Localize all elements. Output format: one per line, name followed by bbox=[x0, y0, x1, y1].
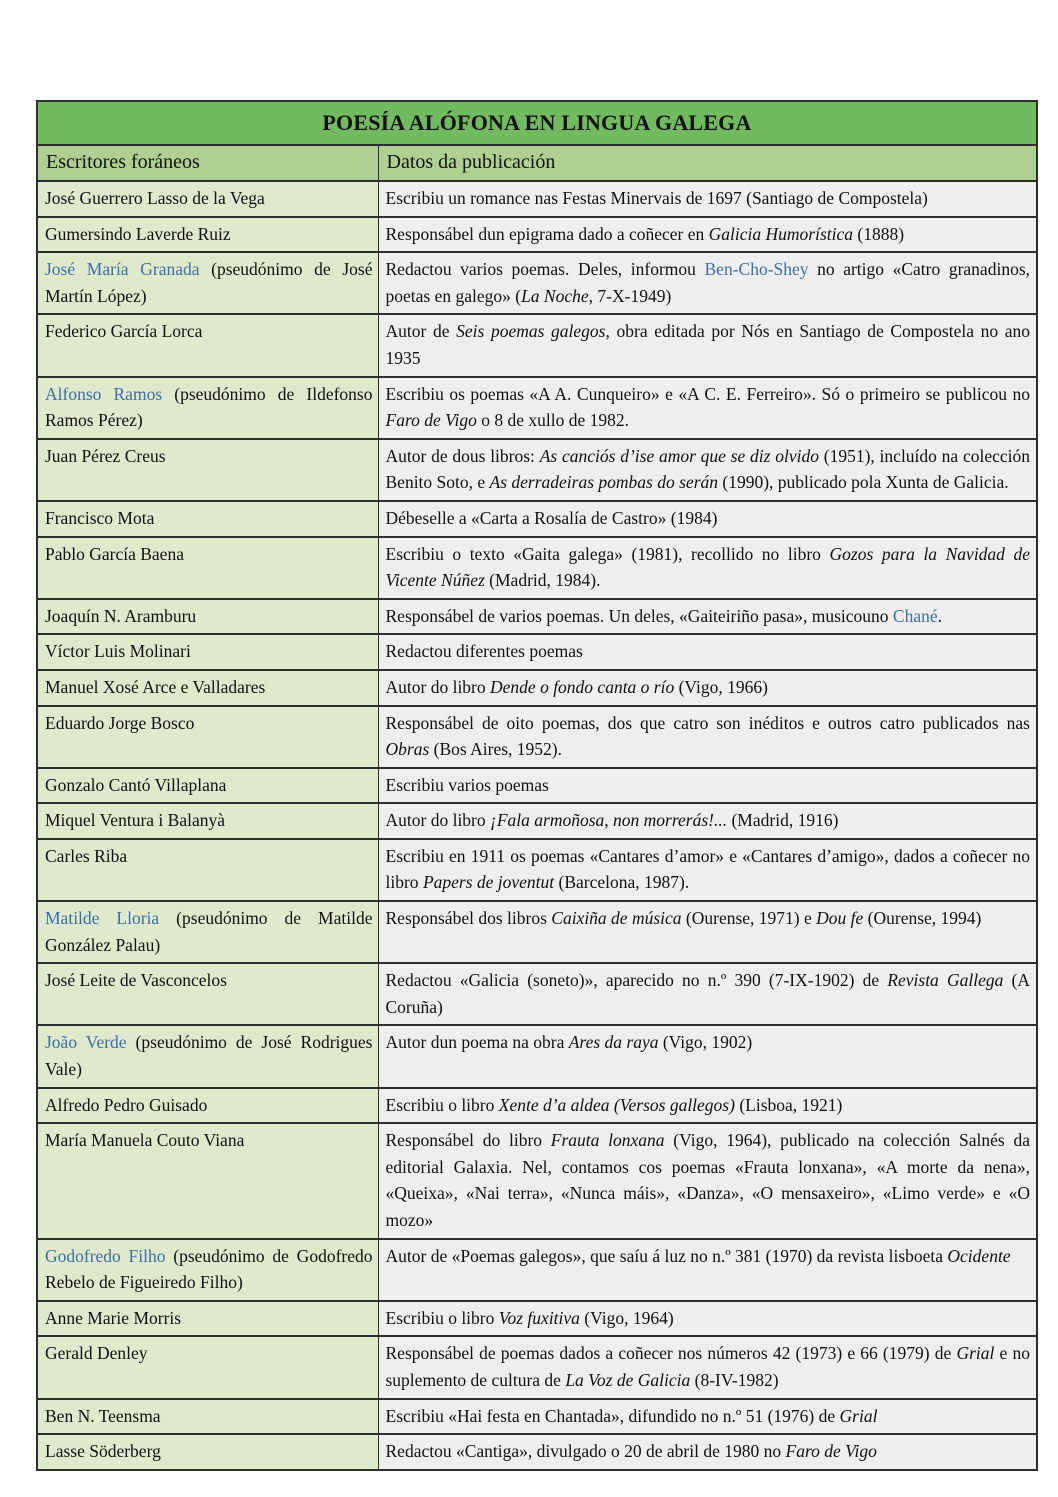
writer-cell bbox=[37, 901, 378, 963]
text-segment: Redactou «Galicia (soneto)», aparecido no n.º 390 (7-IX-1902) de bbox=[385, 970, 888, 991]
work-title: As canciós d’ise amor que se diz olvido bbox=[539, 445, 819, 466]
text-segment: Responsábel de varios poemas. Un deles, «Gaiteiriño pasa», musicouno bbox=[385, 605, 893, 626]
text-segment: , 7-X-1949) bbox=[588, 285, 672, 306]
text-segment: Lasse Söderberg bbox=[45, 1441, 161, 1462]
header-row bbox=[37, 145, 1037, 181]
table-row bbox=[37, 634, 1037, 670]
text-segment: (Ourense, 1971) e bbox=[681, 908, 817, 929]
publication-cell bbox=[378, 706, 1037, 768]
publication-cell bbox=[378, 181, 1037, 217]
table-row bbox=[37, 1434, 1037, 1470]
publication-cell bbox=[378, 768, 1037, 804]
writer-cell bbox=[37, 1239, 378, 1301]
publication-cell bbox=[378, 1301, 1037, 1337]
writer-cell bbox=[37, 706, 378, 768]
table-row bbox=[37, 768, 1037, 804]
column-header-writers: Escritores foráneos bbox=[37, 145, 378, 181]
writer-cell bbox=[37, 252, 378, 314]
text-segment: Escribiu un romance nas Festas Minervais de 1697 (Santiago de Compostela) bbox=[385, 188, 928, 208]
text-segment: María Manuela Couto Viana bbox=[45, 1130, 245, 1151]
text-segment: Gumersindo Laverde Ruiz bbox=[45, 223, 231, 244]
publication-cell bbox=[378, 670, 1037, 706]
text-segment: Responsábel dos libros bbox=[385, 908, 552, 929]
work-title: ¡Fala armoñosa, non morrerás!... bbox=[490, 810, 728, 831]
text-segment: Responsábel de oito poemas, dos que catro son inéditos e outros catro publicados nas bbox=[385, 712, 1030, 733]
work-title: Dende o fondo canta o río bbox=[490, 676, 675, 697]
writer-link[interactable]: Matilde Lloria bbox=[45, 908, 160, 929]
table-row bbox=[37, 670, 1037, 706]
text-segment: (pseudónimo de Godofredo Rebelo de Figueiredo Filho) bbox=[45, 1245, 373, 1293]
table-row bbox=[37, 1336, 1037, 1398]
work-title: Xente d’a aldea (Versos gallegos) bbox=[498, 1094, 735, 1115]
work-title: Dou fe bbox=[816, 908, 864, 929]
text-segment: Ben N. Teensma bbox=[45, 1405, 161, 1426]
text-segment: (Madrid, 1984). bbox=[484, 570, 601, 591]
writer-cell bbox=[37, 377, 378, 439]
text-segment: Redactou diferentes poemas bbox=[385, 641, 583, 662]
publication-cell bbox=[378, 377, 1037, 439]
table-row bbox=[37, 1399, 1037, 1435]
publication-cell bbox=[378, 901, 1037, 963]
text-segment: Responsábel do libro bbox=[385, 1130, 551, 1151]
text-segment: Autor do libro bbox=[385, 676, 491, 697]
writer-cell bbox=[37, 1025, 378, 1087]
work-title: Ocidente bbox=[947, 1245, 1011, 1266]
table-row bbox=[37, 706, 1037, 768]
writer-link[interactable]: Godofredo Filho bbox=[45, 1245, 166, 1266]
text-segment: Autor de «Poemas galegos», que saíu á luz no n.º 381 (1970) da revista lisboeta bbox=[385, 1245, 948, 1266]
table-row bbox=[37, 901, 1037, 963]
work-title: Gozos para la Navidad de Vicente Núñez bbox=[385, 543, 1031, 591]
text-segment: e no suplemento de cultura de bbox=[385, 1343, 1030, 1390]
table-row bbox=[37, 1088, 1037, 1124]
work-title: Seis poemas galegos bbox=[456, 321, 606, 342]
title-row bbox=[37, 101, 1037, 145]
writer-link[interactable]: Ben-Cho-Shey bbox=[704, 259, 809, 280]
work-title: Frauta lonxana bbox=[550, 1130, 665, 1151]
text-segment: (A Coruña) bbox=[385, 970, 1031, 1017]
writer-cell bbox=[37, 670, 378, 706]
text-segment: (Vigo, 1964), publicado na colección Salnés da editorial Galaxia. Nel, contamos cos poemas «Frauta lonxana», «A morte da nena», «Queixa», «Nai terra», «Nunca máis», «Danza», «O mensaxeiro», «Limo verde» e «O mozo» bbox=[385, 1130, 1030, 1230]
writer-link[interactable]: José María Granada bbox=[45, 259, 200, 280]
table-row bbox=[37, 803, 1037, 839]
text-segment: (1888) bbox=[853, 223, 905, 244]
text-segment: (Lisboa, 1921) bbox=[734, 1094, 843, 1115]
work-title: As derradeiras pombas do serán bbox=[489, 472, 719, 493]
text-segment: Escribiu o libro bbox=[385, 1307, 499, 1328]
text-segment: Débeselle a «Carta a Rosalía de Castro» (1984) bbox=[385, 507, 718, 528]
writer-cell bbox=[37, 634, 378, 670]
text-segment: José Leite de Vasconcelos bbox=[45, 970, 227, 991]
publication-cell bbox=[378, 217, 1037, 253]
publication-cell bbox=[378, 1088, 1037, 1124]
writer-cell bbox=[37, 314, 378, 376]
text-segment: Alfredo Pedro Guisado bbox=[45, 1094, 208, 1115]
text-segment: Escribiu o libro bbox=[385, 1094, 499, 1115]
work-title: Grial bbox=[956, 1343, 995, 1364]
writer-cell bbox=[37, 768, 378, 804]
text-segment: Gonzalo Cantó Villaplana bbox=[45, 774, 227, 795]
writer-cell bbox=[37, 1301, 378, 1337]
text-segment: (8-IV-1982) bbox=[690, 1369, 779, 1390]
text-segment: Federico García Lorca bbox=[45, 321, 203, 342]
table-row bbox=[37, 1025, 1037, 1087]
text-segment: (pseudónimo de Ildefonso Ramos Pérez) bbox=[45, 383, 373, 431]
work-title: Caixiña de música bbox=[551, 908, 682, 929]
text-segment: Carles Riba bbox=[45, 845, 128, 866]
table-row bbox=[37, 537, 1037, 599]
writer-cell bbox=[37, 1336, 378, 1398]
table-row bbox=[37, 439, 1037, 501]
writer-cell bbox=[37, 963, 378, 1025]
text-segment: Responsábel de poemas dados a coñecer nos números 42 (1973) e 66 (1979) de bbox=[385, 1343, 957, 1364]
text-segment: Redactou «Cantiga», divulgado o 20 de abril de 1980 no bbox=[385, 1441, 786, 1462]
publication-cell bbox=[378, 1239, 1037, 1301]
text-segment: Gerald Denley bbox=[45, 1343, 148, 1364]
table-row bbox=[37, 501, 1037, 537]
text-segment: Autor de bbox=[385, 321, 457, 342]
work-title: La Noche bbox=[521, 285, 589, 306]
work-title: Grial bbox=[839, 1405, 878, 1426]
writer-cell bbox=[37, 1088, 378, 1124]
work-title: Papers de joventut bbox=[422, 872, 555, 893]
text-segment: Escribiu en 1911 os poemas «Cantares d’amor» e «Cantares d’amigo», dados a coñecer no libro bbox=[385, 845, 1030, 893]
text-segment: Escribiu «Hai festa en Chantada», difundido no n.º 51 (1976) de bbox=[385, 1405, 840, 1426]
writer-cell bbox=[37, 439, 378, 501]
publication-cell bbox=[378, 501, 1037, 537]
text-segment: (1951), incluído na colección Benito Soto, e bbox=[385, 445, 1031, 493]
text-segment: no artigo «Catro granadinos, poetas en galego» ( bbox=[385, 259, 1031, 306]
text-segment: José Guerrero Lasso de la Vega bbox=[45, 188, 265, 208]
text-segment: Escribiu o texto «Gaita galega» (1981), recollido no libro bbox=[385, 543, 830, 564]
table-body bbox=[37, 181, 1037, 1470]
table-row bbox=[37, 377, 1037, 439]
table-row bbox=[37, 1301, 1037, 1337]
text-segment: Víctor Luis Molinari bbox=[45, 641, 191, 662]
table-row bbox=[37, 252, 1037, 314]
publication-cell bbox=[378, 537, 1037, 599]
text-segment: (Bos Aires, 1952). bbox=[429, 739, 562, 760]
text-segment: (Vigo, 1902) bbox=[658, 1032, 753, 1053]
text-segment: Francisco Mota bbox=[45, 507, 155, 528]
work-title: Revista Gallega bbox=[887, 970, 1004, 991]
text-segment: (Vigo, 1966) bbox=[674, 676, 768, 697]
writer-link[interactable]: João Verde bbox=[45, 1032, 127, 1053]
text-segment: Miquel Ventura i Balanyà bbox=[45, 810, 225, 831]
text-segment: Autor do libro bbox=[385, 810, 491, 831]
column-header-publication: Datos da publicación bbox=[378, 145, 1037, 181]
publication-cell bbox=[378, 1434, 1037, 1470]
table-row bbox=[37, 181, 1037, 217]
poetry-table bbox=[36, 100, 1038, 1471]
publication-cell bbox=[378, 1336, 1037, 1398]
writer-cell bbox=[37, 537, 378, 599]
work-title: Obras bbox=[385, 739, 430, 760]
text-segment: (Madrid, 1916) bbox=[727, 810, 839, 831]
writer-cell bbox=[37, 181, 378, 217]
text-segment: Joaquín N. Aramburu bbox=[45, 605, 197, 626]
text-segment: Pablo García Baena bbox=[45, 543, 184, 564]
text-segment: (Vigo, 1964) bbox=[579, 1307, 674, 1328]
table-row bbox=[37, 314, 1037, 376]
text-segment: Eduardo Jorge Bosco bbox=[45, 712, 195, 733]
text-segment: Autor de dous libros: bbox=[385, 445, 540, 466]
publication-cell bbox=[378, 1025, 1037, 1087]
table-row bbox=[37, 1239, 1037, 1301]
publication-cell bbox=[378, 599, 1037, 635]
table-row bbox=[37, 1123, 1037, 1238]
publication-cell bbox=[378, 439, 1037, 501]
work-title: Galicia Humorística bbox=[708, 223, 854, 244]
work-title: Ares da raya bbox=[568, 1032, 659, 1053]
text-segment: (pseudónimo de José Martín López) bbox=[45, 259, 373, 306]
writer-cell bbox=[37, 501, 378, 537]
text-segment: (pseudónimo de Matilde González Palau) bbox=[45, 908, 373, 955]
writer-link[interactable]: Chané bbox=[892, 605, 938, 626]
text-segment: Escribiu os poemas «A A. Cunqueiro» e «A C. E. Ferreiro». Só o primeiro se publicou no bbox=[385, 383, 1030, 404]
text-segment: (Barcelona, 1987). bbox=[554, 872, 690, 893]
writer-cell bbox=[37, 839, 378, 901]
work-title: La Voz de Galicia bbox=[565, 1369, 691, 1390]
text-segment: (Ourense, 1994) bbox=[863, 908, 982, 929]
writer-cell bbox=[37, 599, 378, 635]
table-title: POESÍA ALÓFONA EN LINGUA GALEGA bbox=[37, 101, 1037, 145]
table-row bbox=[37, 599, 1037, 635]
text-segment: . bbox=[937, 605, 942, 626]
text-segment: (pseudónimo de José Rodrigues Vale) bbox=[45, 1032, 373, 1080]
text-segment: Juan Pérez Creus bbox=[45, 445, 166, 466]
text-segment: o 8 de xullo de 1982. bbox=[476, 410, 630, 431]
text-segment: Responsábel dun epigrama dado a coñecer en bbox=[385, 223, 709, 244]
text-segment: Redactou varios poemas. Deles, informou bbox=[385, 259, 705, 280]
writer-cell bbox=[37, 217, 378, 253]
text-segment: (1990), publicado pola Xunta de Galicia. bbox=[718, 472, 1009, 493]
table-row bbox=[37, 963, 1037, 1025]
publication-cell bbox=[378, 634, 1037, 670]
publication-cell bbox=[378, 803, 1037, 839]
text-segment: , obra editada por Nós en Santiago de Compostela no ano 1935 bbox=[385, 321, 1030, 368]
table-row bbox=[37, 839, 1037, 901]
publication-cell bbox=[378, 1399, 1037, 1435]
publication-cell bbox=[378, 314, 1037, 376]
publication-cell bbox=[378, 1123, 1037, 1238]
publication-cell bbox=[378, 963, 1037, 1025]
writer-cell bbox=[37, 1399, 378, 1435]
writer-link[interactable]: Alfonso Ramos bbox=[45, 383, 163, 404]
work-title: Faro de Vigo bbox=[385, 410, 477, 431]
text-segment: Autor dun poema na obra bbox=[385, 1032, 569, 1053]
text-segment: Manuel Xosé Arce e Valladares bbox=[45, 676, 266, 697]
writer-cell bbox=[37, 1434, 378, 1470]
writer-cell bbox=[37, 1123, 378, 1238]
text-segment: Anne Marie Morris bbox=[45, 1307, 182, 1328]
work-title: Voz fuxitiva bbox=[498, 1307, 580, 1328]
work-title: Faro de Vigo bbox=[785, 1441, 877, 1462]
publication-cell bbox=[378, 252, 1037, 314]
publication-cell bbox=[378, 839, 1037, 901]
table-row bbox=[37, 217, 1037, 253]
text-segment: Escribiu varios poemas bbox=[385, 774, 549, 795]
writer-cell bbox=[37, 803, 378, 839]
